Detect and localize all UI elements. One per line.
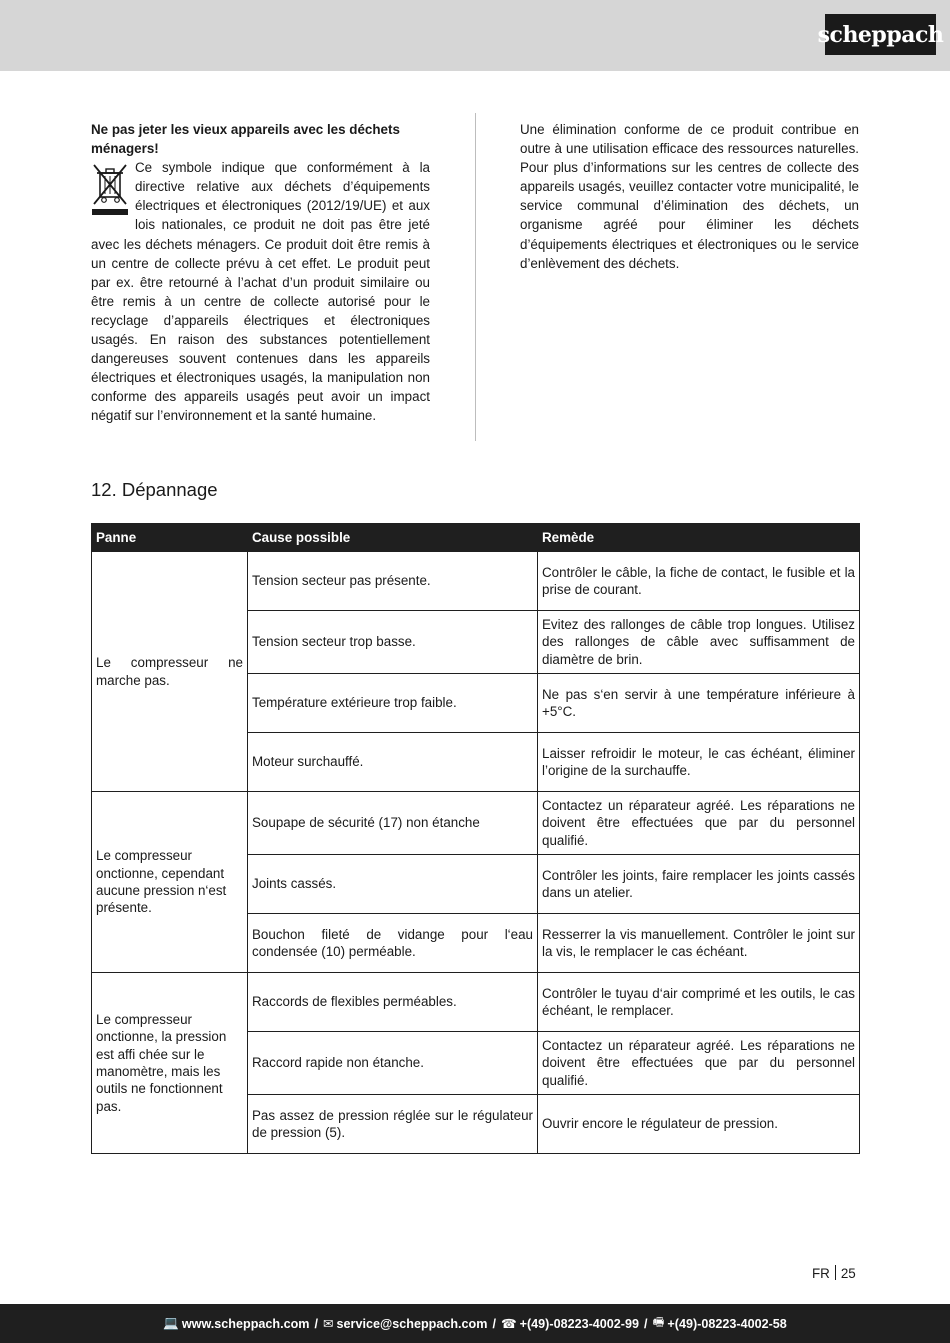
remedy-cell: Contrôler les joints, faire remplacer les joints cassés dans un atelier. <box>538 855 860 914</box>
footer-fax: +(49)-08223-4002-58 <box>667 1316 787 1331</box>
footer-bar <box>0 1304 950 1343</box>
cause-cell: Pas assez de pression réglée sur le régulateur de pression (5). <box>248 1095 538 1154</box>
remedy-cell: Resserrer la vis manuellement. Contrôler le joint sur la vis, le remplacer le cas échéant. <box>538 914 860 973</box>
cause-cell: Tension secteur trop basse. <box>248 611 538 674</box>
remedy-cell: Contactez un réparateur agréé. Les réparations ne doivent être effectuées que par du personnel qualifié. <box>538 1032 860 1095</box>
fault-cell: Le compresseur onctionne, la pression est affi chée sur le manomètre, mais les outils ne fonctionnent pas. <box>92 973 248 1154</box>
cause-cell: Soupape de sécurité (17) non étanche <box>248 792 538 855</box>
remedy-cell: Contrôler le câble, la fiche de contact, le fusible et la prise de courant. <box>538 552 860 611</box>
footer-email[interactable]: service@scheppach.com <box>336 1316 488 1331</box>
table-row <box>92 973 860 1032</box>
footer-phone: +(49)-08223-4002-99 <box>519 1316 640 1331</box>
disposal-notice-right: Une élimination conforme de ce produit contribue en outre à une utilisation efficace des ressources naturelles. Pour plus d’informations sur les centres de collecte des appareils usagés, veuillez contacter votre municipalité, le service communal d’élimination des déchets, un organisme agréé pour éliminer les déchets d’équipements électriques et électroniques ou le service d’enlèvement des déchets. <box>520 122 859 271</box>
disposal-title: Ne pas jeter les vieux appareils avec les déchets ménagers! <box>91 122 400 157</box>
mail-icon: ✉ <box>322 1317 334 1331</box>
computer-icon: 💻 <box>163 1316 179 1330</box>
column-divider <box>475 113 476 441</box>
crossed-bin-icon <box>91 162 129 216</box>
phone-icon: ☎ <box>500 1317 517 1331</box>
remedy-cell: Evitez des rallonges de câble trop longues. Utilisez des rallonges de câble avec suffisamment de diamètre de brin. <box>538 611 860 674</box>
disposal-text: Ce symbole indique que conformément à la directive relative aux déchets d’équipements électriques et électroniques (2012/19/UE) et aux lois nationales, ce produit ne doit pas être jeté avec les déchets ménagers. Ce produit doit être remis à un centre de collecte prévu à cet effet. Le produit peut par ex. être retourné à l’achat d’un produit similaire ou être remis à un centre de collecte autorisé pour le recyclage d’appareils électriques et électroniques usagés. En raison des substances potentiellement dangereuses souvent contenues dans les appareils électriques et électroniques usagés, la manipulation non conforme des appareils usagés peut avoir un impact négatif sur l’environnement et la santé humaine. <box>91 160 430 424</box>
section-title: 12. Dépannage <box>91 479 218 500</box>
column-header-cause: Cause possible <box>248 524 538 552</box>
cause-cell: Moteur surchauffé. <box>248 733 538 792</box>
page-number-value: 25 <box>840 1266 856 1281</box>
footer-separator: / <box>644 1316 648 1331</box>
footer-separator: / <box>314 1316 318 1331</box>
remedy-cell: Ne pas s‘en servir à une température inférieure à +5°C. <box>538 674 860 733</box>
header-bar <box>0 0 950 71</box>
cause-cell: Joints cassés. <box>248 855 538 914</box>
remedy-cell: Contrôler le tuyau d‘air comprimé et les outils, le cas échéant, le remplacer. <box>538 973 860 1032</box>
fax-icon: 🖷 <box>652 1315 665 1329</box>
footer-website[interactable]: www.scheppach.com <box>181 1316 310 1331</box>
fault-cell: Le compresseur onctionne, cependant aucune pression n‘est présente. <box>92 792 248 973</box>
table-row <box>92 552 860 611</box>
remedy-cell: Laisser refroidir le moteur, le cas échéant, éliminer l’origine de la surchauffe. <box>538 733 860 792</box>
troubleshooting-table <box>91 523 860 1154</box>
table-row <box>92 792 860 855</box>
cause-cell: Tension secteur pas présente. <box>248 552 538 611</box>
cause-cell: Raccord rapide non étanche. <box>248 1032 538 1095</box>
disposal-notice-left <box>91 120 430 426</box>
column-header-panne: Panne <box>92 524 248 552</box>
column-header-remede: Remède <box>538 524 860 552</box>
page-number-separator <box>835 1265 836 1280</box>
fault-cell: Le compresseur ne marche pas. <box>92 552 248 792</box>
cause-cell: Température extérieure trop faible. <box>248 674 538 733</box>
page-language: FR <box>812 1266 830 1281</box>
brand-logo: scheppach <box>825 14 936 55</box>
footer-separator: / <box>492 1316 496 1331</box>
cause-cell: Bouchon fileté de vidange pour l‘eau condensée (10) perméable. <box>248 914 538 973</box>
cause-cell: Raccords de flexibles perméables. <box>248 973 538 1032</box>
page-number <box>812 1265 856 1281</box>
table-header-row <box>92 524 860 552</box>
remedy-cell: Contactez un réparateur agréé. Les réparations ne doivent être effectuées que par du personnel qualifié. <box>538 792 860 855</box>
remedy-cell: Ouvrir encore le régulateur de pression. <box>538 1095 860 1154</box>
